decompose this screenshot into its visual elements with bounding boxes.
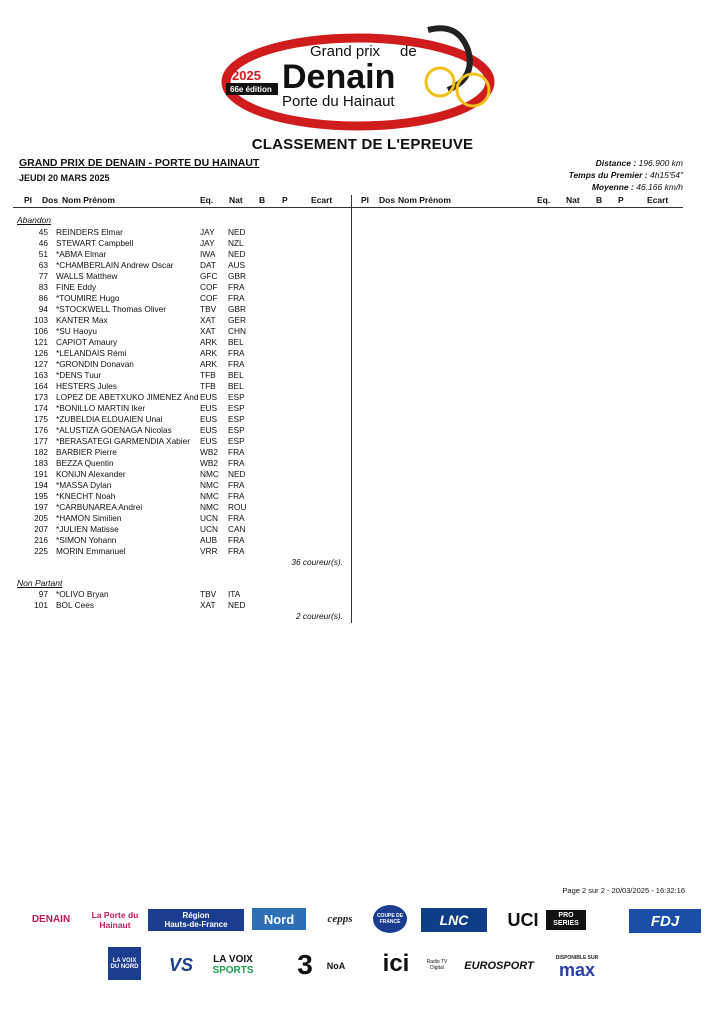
sponsor-cepp: cepps — [327, 913, 353, 925]
rider-dos: 63 — [38, 260, 48, 270]
rider-row — [0, 238, 350, 249]
rider-row — [0, 425, 350, 436]
header-ecart-left: Ecart — [311, 195, 333, 205]
rider-name: REINDERS Elmar — [56, 227, 123, 237]
rider-nat: ROU — [228, 502, 247, 512]
header-ecart-right: Ecart — [647, 195, 669, 205]
rider-nat: FRA — [228, 447, 245, 457]
logo-line1b: de — [400, 43, 417, 60]
rider-dos: 106 — [34, 326, 48, 336]
rider-row — [0, 381, 350, 392]
rider-team: XAT — [200, 600, 216, 610]
header-pl-left: Pl — [24, 195, 33, 205]
rider-row — [0, 546, 350, 557]
section-count-abandon: 36 coureur(s). — [291, 557, 343, 567]
rider-row — [0, 337, 350, 348]
rider-team: JAY — [200, 227, 215, 237]
logo-edition: 66e édition — [230, 85, 272, 94]
logo-year: 2025 — [232, 68, 261, 83]
rider-name: STEWART Campbell — [56, 238, 134, 248]
sponsor-lavoix-sports — [200, 952, 266, 978]
sponsor-noa: NoA — [326, 961, 346, 971]
rider-dos: 176 — [34, 425, 48, 435]
section-title-non-partant: Non Partant — [17, 578, 63, 588]
rider-name: BEZZA Quentin — [56, 458, 114, 468]
rider-dos: 207 — [34, 524, 48, 534]
rider-nat: FRA — [228, 513, 245, 523]
logo-line3: Porte du Hainaut — [282, 93, 395, 110]
rider-dos: 127 — [34, 359, 48, 369]
rider-dos: 195 — [34, 491, 48, 501]
rider-row — [0, 227, 350, 238]
sponsor-porte-hainaut: La Porte du Hainaut — [91, 910, 139, 930]
sponsor-max-top: DISPONIBLE SUR — [555, 955, 599, 961]
rider-dos: 101 — [34, 600, 48, 610]
rider-nat: FRA — [228, 458, 245, 468]
rider-dos: 46 — [38, 238, 48, 248]
rider-dos: 197 — [34, 502, 48, 512]
rider-dos: 126 — [34, 348, 48, 358]
rider-nat: ITA — [228, 589, 241, 599]
sponsor-ici-sub: Radio TV Digital — [426, 959, 448, 971]
rider-nat: FRA — [228, 546, 245, 556]
header-dos-left: Dos — [42, 195, 59, 205]
rider-name: WALLS Matthew — [56, 271, 118, 281]
rider-team: ARK — [200, 359, 218, 369]
rider-team: COF — [200, 282, 218, 292]
rider-team: ARK — [200, 337, 218, 347]
header-nat-right: Nat — [566, 195, 580, 205]
page-footer: Page 2 sur 2 - 20/03/2025 - 16:32:16 — [562, 886, 685, 895]
rider-row — [0, 414, 350, 425]
rider-row — [0, 359, 350, 370]
rider-name: *BONILLO MARTIN Iker — [56, 403, 146, 413]
rider-team: EUS — [200, 436, 218, 446]
rider-team: COF — [200, 293, 218, 303]
rider-nat: NED — [228, 227, 246, 237]
rider-dos: 183 — [34, 458, 48, 468]
rider-team: UCN — [200, 513, 218, 523]
rider-nat: FRA — [228, 293, 245, 303]
race-name: GRAND PRIX DE DENAIN - PORTE DU HAINAUT — [19, 157, 260, 169]
sponsor-denain: DENAIN — [31, 913, 71, 925]
rider-name: *LELANDAIS Rémi — [56, 348, 127, 358]
header-dos-right: Dos — [379, 195, 396, 205]
rider-name: *GRONDIN Donavan — [56, 359, 134, 369]
rider-name: *BERASATEGI GARMENDIA Xabier — [56, 436, 191, 446]
rider-name: KONIJN Alexander — [56, 469, 126, 479]
rider-team: ARK — [200, 348, 218, 358]
logo-line1: Grand prix — [310, 43, 381, 60]
rider-nat: CAN — [228, 524, 246, 534]
rider-name: *OLIVO Bryan — [56, 589, 109, 599]
rider-nat: GBR — [228, 271, 246, 281]
rider-name: *JULIEN Matisse — [56, 524, 119, 534]
sponsor-uci: UCI — [507, 909, 539, 930]
rider-row — [0, 458, 350, 469]
rider-row — [0, 524, 350, 535]
rider-dos: 83 — [38, 282, 48, 292]
rider-dos: 216 — [34, 535, 48, 545]
rider-team: EUS — [200, 392, 218, 402]
rider-name: *HAMON Similien — [56, 513, 122, 523]
rider-name: BOL Cees — [56, 600, 94, 610]
sponsor-region — [148, 909, 244, 931]
sponsor-vs: VS — [168, 954, 193, 975]
rider-team: XAT — [200, 315, 216, 325]
header-b-right: B — [596, 195, 603, 205]
sponsor-lnc: LNC — [421, 908, 487, 932]
rider-nat: CHN — [228, 326, 246, 336]
rider-nat: NED — [228, 469, 246, 479]
sponsor-region-name: Hauts-de-France — [164, 920, 228, 929]
rider-name: *SIMON Yohann — [56, 535, 117, 545]
rider-dos: 173 — [34, 392, 48, 402]
rider-dos: 175 — [34, 414, 48, 424]
rider-team: NMC — [200, 491, 219, 501]
rider-nat: NZL — [228, 238, 244, 248]
header-eq-right: Eq. — [537, 195, 551, 205]
rider-row — [0, 271, 350, 282]
header-b-left: B — [259, 195, 266, 205]
rider-name: LOPEZ DE ABETXUKO JIMENEZ And — [56, 392, 198, 402]
sponsor-max — [552, 949, 602, 979]
race-logo — [218, 20, 508, 132]
header-p-right: P — [618, 195, 624, 205]
rider-team: WB2 — [200, 458, 218, 468]
header-pl-right: Pl — [361, 195, 370, 205]
section-count-non-partant: 2 coureur(s). — [295, 611, 343, 621]
header-eq-left: Eq. — [200, 195, 214, 205]
rider-row — [0, 282, 350, 293]
rider-row — [0, 249, 350, 260]
rider-team: IWA — [200, 249, 216, 259]
rider-row — [0, 348, 350, 359]
rider-row — [0, 315, 350, 326]
sponsor-sports-text: SPORTS — [212, 965, 254, 976]
rider-row — [0, 447, 350, 458]
sponsor-coupe-de-france: COUPE DE FRANCE — [373, 905, 407, 933]
rider-row — [0, 436, 350, 447]
race-date: JEUDI 20 MARS 2025 — [19, 173, 110, 183]
rider-team: NMC — [200, 469, 219, 479]
rider-dos: 177 — [34, 436, 48, 446]
rider-team: AUB — [200, 535, 218, 545]
sponsor-lavoix-text: LA VOIX — [213, 954, 253, 965]
rider-row — [0, 392, 350, 403]
rider-name: *SU Haoyu — [56, 326, 98, 336]
rider-nat: ESP — [228, 414, 245, 424]
rider-row — [0, 326, 350, 337]
sponsor-voix-du-nord: LA VOIX DU NORD — [108, 947, 141, 980]
rider-name: MORIN Emmanuel — [56, 546, 126, 556]
rider-team: UCN — [200, 524, 218, 534]
rider-row — [0, 304, 350, 315]
header-name-right: Nom Prénom — [398, 195, 451, 205]
rider-team: JAY — [200, 238, 215, 248]
rider-row — [0, 293, 350, 304]
rider-nat: BEL — [228, 337, 244, 347]
rider-dos: 51 — [38, 249, 48, 259]
rider-name: *CARBUNAREA Andrei — [56, 502, 143, 512]
rider-name: *KNECHT Noah — [56, 491, 116, 501]
time-label: Temps du Premier : — [568, 170, 648, 180]
sponsor-max-text: max — [558, 960, 596, 980]
rider-dos: 103 — [34, 315, 48, 325]
header-divider — [13, 207, 683, 208]
rider-name: *STOCKWELL Thomas Oliver — [56, 304, 167, 314]
rider-name: CAPIOT Amaury — [56, 337, 118, 347]
rider-nat: FRA — [228, 480, 245, 490]
rider-dos: 182 — [34, 447, 48, 457]
rider-team: NMC — [200, 480, 219, 490]
distance-label: Distance : — [595, 158, 637, 168]
rider-name: *ALUSTIZA GOENAGA Nicolas — [56, 425, 172, 435]
rider-team: XAT — [200, 326, 216, 336]
rider-nat: FRA — [228, 282, 245, 292]
rider-nat: BEL — [228, 370, 244, 380]
rider-team: TFB — [200, 381, 216, 391]
rider-dos: 163 — [34, 370, 48, 380]
rider-nat: AUS — [228, 260, 246, 270]
rider-dos: 97 — [38, 589, 48, 599]
rider-nat: FRA — [228, 348, 245, 358]
rider-name: BARBIER Pierre — [56, 447, 117, 457]
rider-team: NMC — [200, 502, 219, 512]
sponsor-france3: 3 — [297, 949, 313, 980]
rider-name: KANTER Max — [56, 315, 108, 325]
rider-row — [0, 535, 350, 546]
sponsor-ici: ici — [382, 950, 410, 977]
rider-nat: ESP — [228, 403, 245, 413]
rider-team: TFB — [200, 370, 216, 380]
header-p-left: P — [282, 195, 288, 205]
rider-nat: GBR — [228, 304, 246, 314]
sponsor-eurosport: EUROSPORT — [464, 960, 534, 972]
time-value: 4h15'54" — [649, 170, 683, 180]
rider-name: *MASSA Dylan — [56, 480, 112, 490]
rider-row — [0, 600, 350, 611]
rider-dos: 77 — [38, 271, 48, 281]
race-stats — [569, 157, 683, 193]
rider-team: EUS — [200, 414, 218, 424]
rider-team: GFC — [200, 271, 218, 281]
rider-dos: 164 — [34, 381, 48, 391]
sponsor-region-top: Région — [182, 911, 210, 920]
rider-dos: 225 — [34, 546, 48, 556]
rider-dos: 121 — [34, 337, 48, 347]
rider-row — [0, 403, 350, 414]
rider-team: TBV — [200, 304, 217, 314]
rider-team: TBV — [200, 589, 217, 599]
rider-nat: GER — [228, 315, 246, 325]
rider-name: *ABMA Elmar — [56, 249, 107, 259]
rider-nat: ESP — [228, 425, 245, 435]
column-divider — [351, 195, 352, 623]
rider-nat: NED — [228, 249, 246, 259]
rider-dos: 45 — [38, 227, 48, 237]
distance-value: 196.900 km — [638, 158, 683, 168]
rider-team: VRR — [200, 546, 218, 556]
rider-dos: 174 — [34, 403, 48, 413]
rider-dos: 194 — [34, 480, 48, 490]
rider-nat: FRA — [228, 535, 245, 545]
rider-nat: FRA — [228, 359, 245, 369]
rider-name: *CHAMBERLAIN Andrew Oscar — [56, 260, 174, 270]
section-title-abandon: Abandon — [17, 215, 52, 225]
rider-row — [0, 502, 350, 513]
rider-team: WB2 — [200, 447, 218, 457]
header-name-left: Nom Prénom — [62, 195, 115, 205]
rider-nat: NED — [228, 600, 246, 610]
rider-row — [0, 491, 350, 502]
rider-row — [0, 589, 350, 600]
avg-value: 46.166 km/h — [636, 182, 683, 192]
rider-nat: BEL — [228, 381, 244, 391]
rider-nat: FRA — [228, 491, 245, 501]
rider-nat: ESP — [228, 436, 245, 446]
rider-row — [0, 469, 350, 480]
rider-name: *TOUMIRE Hugo — [56, 293, 120, 303]
avg-label: Moyenne : — [591, 182, 634, 192]
rider-row — [0, 260, 350, 271]
race-logo-graphic — [218, 20, 508, 132]
rider-team: EUS — [200, 403, 218, 413]
logo-line2: Denain — [282, 58, 396, 96]
rider-team: EUS — [200, 425, 218, 435]
rider-dos: 94 — [38, 304, 48, 314]
rider-row — [0, 370, 350, 381]
rider-team: DAT — [200, 260, 216, 270]
sponsor-proseries: PRO SERIES — [546, 910, 586, 930]
rider-row — [0, 480, 350, 491]
sponsor-nord: Nord — [252, 908, 306, 930]
page-title: CLASSEMENT DE L'EPREUVE — [251, 136, 474, 153]
rider-dos: 205 — [34, 513, 48, 523]
rider-dos: 86 — [38, 293, 48, 303]
rider-name: FINE Eddy — [56, 282, 97, 292]
rider-name: *ZUBELDIA ELDUAIEN Unai — [56, 414, 163, 424]
sponsor-fdj: FDJ — [629, 909, 701, 933]
rider-name: HESTERS Jules — [56, 381, 117, 391]
rider-dos: 191 — [34, 469, 48, 479]
header-nat-left: Nat — [229, 195, 243, 205]
rider-nat: ESP — [228, 392, 245, 402]
rider-name: *DENS Tuur — [56, 370, 102, 380]
rider-row — [0, 513, 350, 524]
